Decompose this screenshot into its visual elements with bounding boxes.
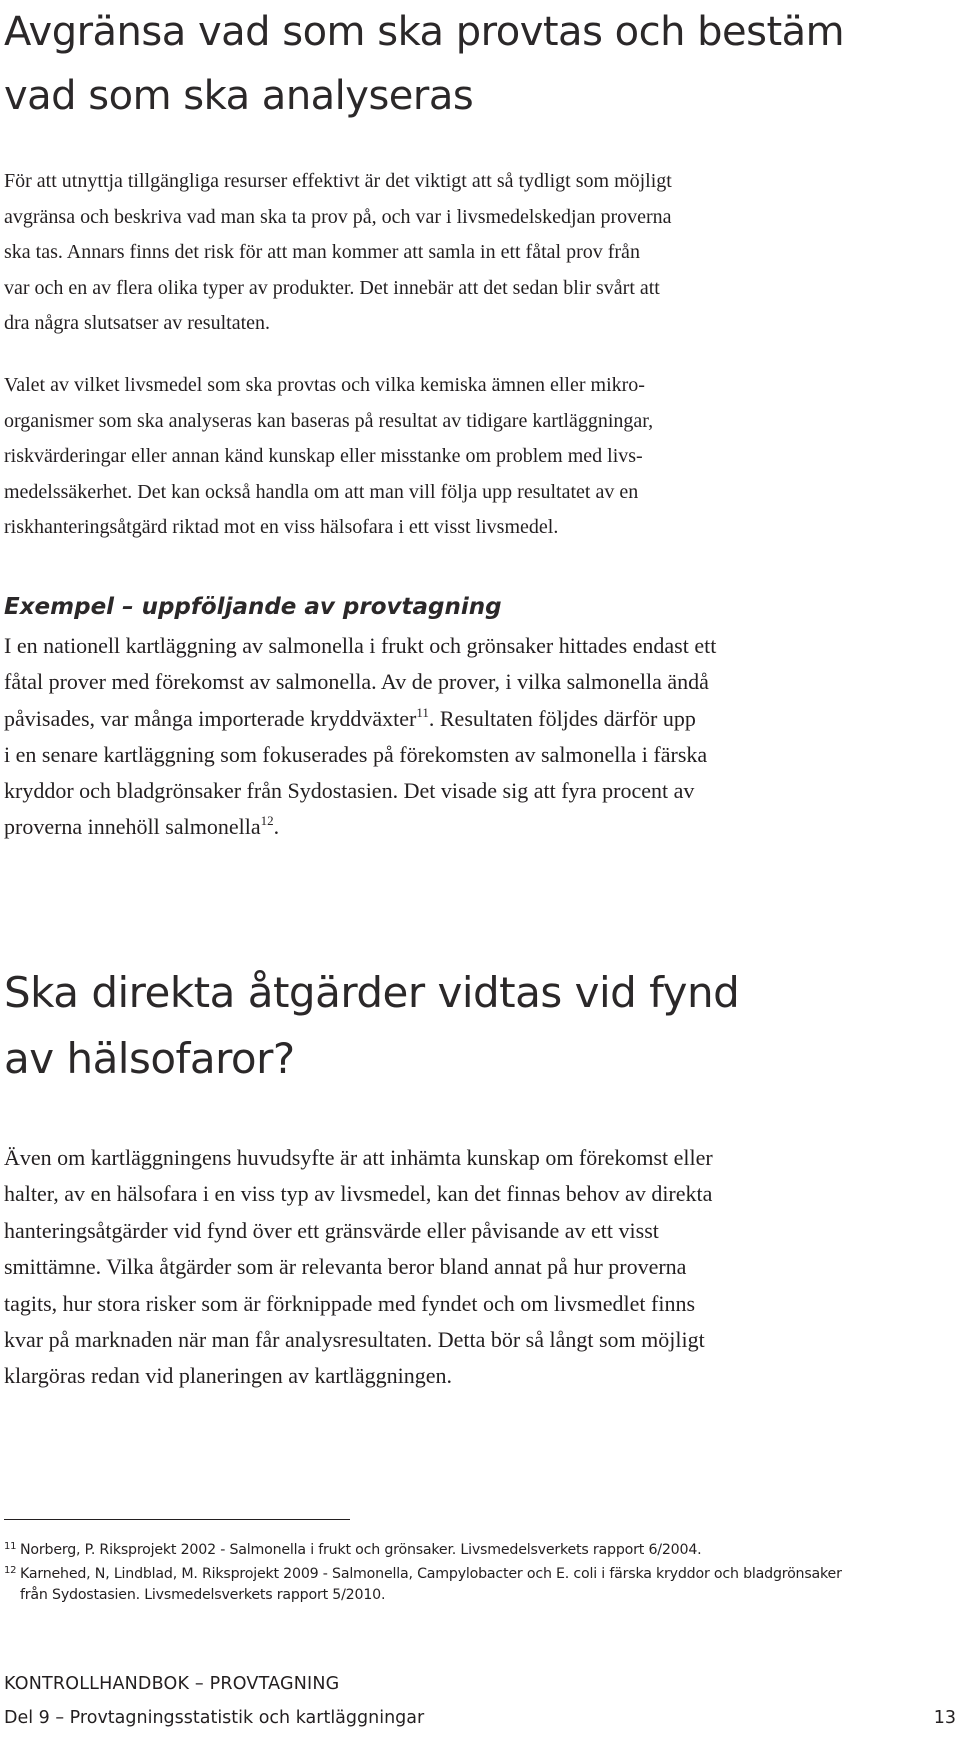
heading-line: av hälsofaror? <box>4 1034 295 1083</box>
text-line <box>4 809 954 845</box>
text-segment: . Resultaten följdes därför upp <box>428 705 696 731</box>
footnote-ref-11: 11 <box>416 704 429 720</box>
text-line: kvar på marknaden när man får analysresultaten. Detta bör så långt som möjligt <box>4 1327 705 1353</box>
text-line: För att utnyttja tillgängliga resurser effektivt är det viktigt att så tydligt som möjligt <box>4 170 672 192</box>
paragraph-valet <box>4 368 954 546</box>
footnote-11: 11 Norberg, P. Riksprojekt 2002 - Salmonella i frukt och grönsaker. Livsmedelsverkets rapport 6/2004. <box>4 1541 702 1558</box>
paragraph-kartlaggning <box>4 1140 954 1395</box>
text-line: var och en av flera olika typer av produkter. Det innebär att det sedan blir svårt att <box>4 276 660 299</box>
text-line: medelssäkerhet. Det kan också handla om att man vill följa upp resultatet av en <box>4 480 639 503</box>
page-number: 13 <box>933 1708 956 1728</box>
text-line: riskvärderingar eller annan känd kunskap eller misstanke om problem med livs- <box>4 445 643 468</box>
text-line: tagits, hur stora risker som är förknippade med fyndet och om livsmedlet finns <box>4 1290 696 1316</box>
text-line: halter, av en hälsofara i en viss typ av livsmedel, kan det finnas behov av direkta <box>4 1181 713 1207</box>
text-line: smittämne. Vilka åtgärder som är relevanta beror bland annat på hur proverna <box>4 1254 687 1280</box>
heading-line: Ska direkta åtgärder vidtas vid fynd <box>4 968 740 1017</box>
text-segment: proverna innehöll salmonella <box>4 814 261 840</box>
text-line: klargöras redan vid planeringen av kartläggningen. <box>4 1363 452 1389</box>
text-line: i en senare kartläggning som fokuserades på förekomsten av salmonella i färska <box>4 741 708 767</box>
text-line <box>4 701 954 737</box>
heading-line: Avgränsa vad som ska provtas och bestäm <box>4 9 845 55</box>
footer-subtitle: Del 9 – Provtagningsstatistik och kartläggningar <box>4 1708 425 1728</box>
text-line: I en nationell kartläggning av salmonella i frukt och grönsaker hittades endast ett <box>4 633 717 658</box>
paragraph-resurser <box>4 164 954 342</box>
text-line: ska tas. Annars finns det risk för att man kommer att samla in ett fåtal prov från <box>4 241 640 264</box>
section-heading-atgarder <box>4 960 944 1092</box>
text-line: fåtal prover med förekomst av salmonella. Av de prover, i vilka salmonella ändå <box>4 669 709 695</box>
text-line: Valet av vilket livsmedel som ska provtas och vilka kemiska ämnen eller mikro- <box>4 374 645 396</box>
footnote-divider <box>4 1519 350 1520</box>
text-line: riskhanteringsåtgärd riktad mot en viss hälsofara i ett visst livsmedel. <box>4 516 559 539</box>
example-title: Exempel – uppföljande av provtagning <box>4 594 502 620</box>
text-segment: . <box>273 814 280 840</box>
footnote-12: 12 Karnehed, N, Lindblad, M. Riksprojekt 2009 - Salmonella, Campylobacter och E. coli i färska kryddor och bladgrönsaker från Sydostasien. Livsmedelsverkets rapport 5/2010. <box>4 1564 960 1606</box>
footnote-continuation: från Sydostasien. Livsmedelsverkets rapport 5/2010. <box>20 1587 386 1603</box>
footnote-ref-12: 12 <box>260 813 274 829</box>
text-line: dra några slutsatser av resultaten. <box>4 312 271 335</box>
example-paragraph <box>4 628 954 846</box>
text-line: organismer som ska analyseras kan baseras på resultat av tidigare kartläggningar, <box>4 409 654 432</box>
text-segment: påvisades, var många importerade kryddväxter <box>4 705 417 731</box>
footnote-text: Karnehed, N, Lindblad, M. Riksprojekt 2009 - Salmonella, Campylobacter och E. coli i färska kryddor och bladgrönsaker <box>20 1566 842 1582</box>
text-line: Även om kartläggningens huvudsyfte är att inhämta kunskap om förekomst eller <box>4 1145 713 1170</box>
text-line: avgränsa och beskriva vad man ska ta prov på, och var i livsmedelskedjan proverna <box>4 205 672 228</box>
heading-line: vad som ska analyseras <box>4 73 474 119</box>
text-line: kryddor och bladgrönsaker från Sydostasien. Det visade sig att fyra procent av <box>4 778 695 804</box>
section-heading-avgransa <box>4 0 944 128</box>
text-line: hanteringsåtgärder vid fynd över ett gränsvärde eller påvisande av ett visst <box>4 1217 659 1243</box>
footnote-text: Norberg, P. Riksprojekt 2002 - Salmonella i frukt och grönsaker. Livsmedelsverkets rapport 6/2004. <box>20 1542 702 1558</box>
footer-title: KONTROLLHANDBOK – PROVTAGNING <box>4 1674 340 1694</box>
